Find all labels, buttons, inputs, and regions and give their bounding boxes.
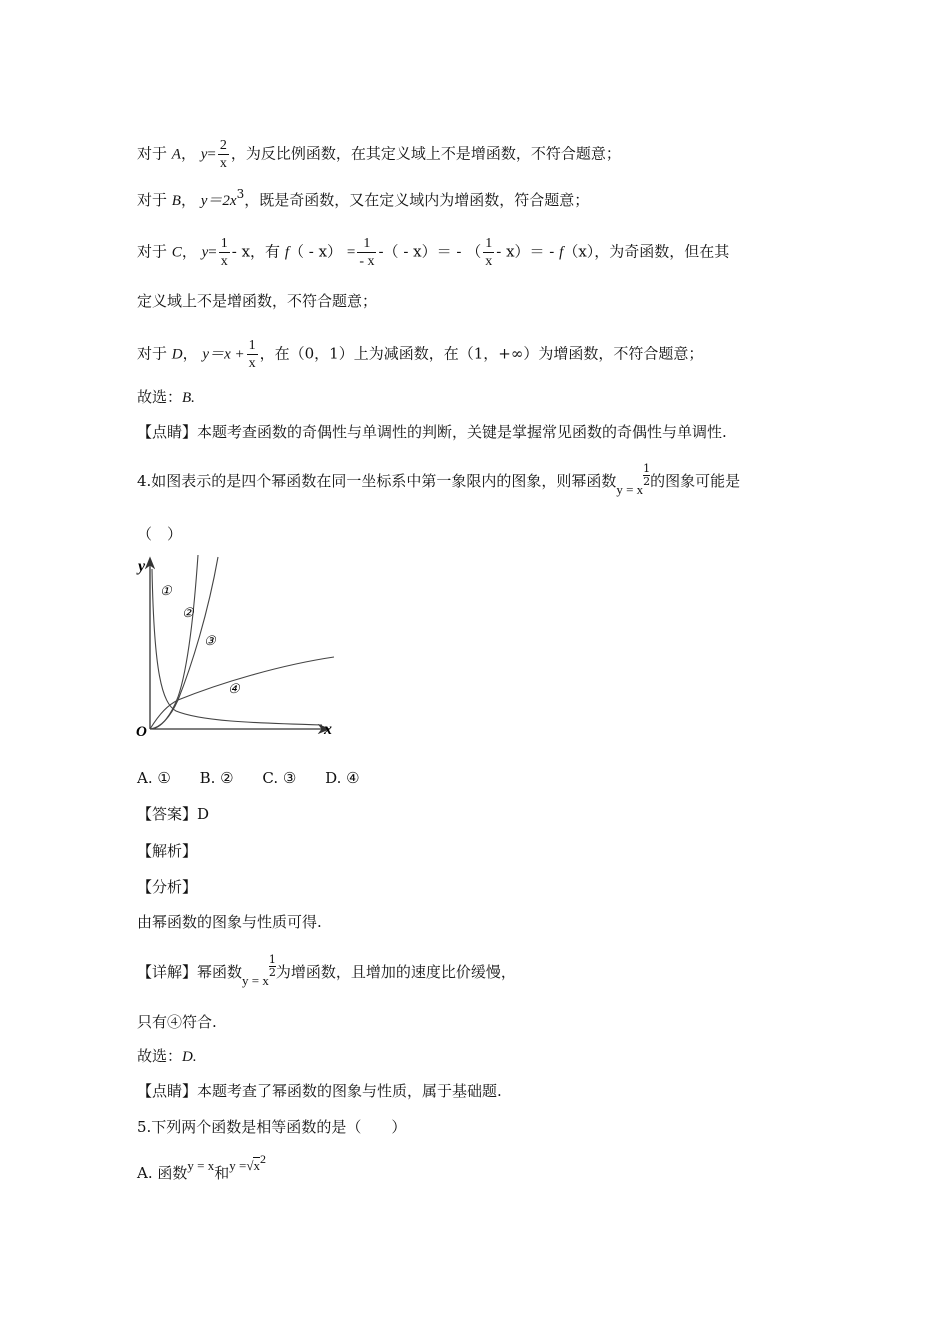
math-eq: = [208, 244, 217, 261]
line-choice-d [137, 1046, 197, 1067]
numerator: 1 [220, 236, 228, 251]
exponent: 3 [236, 187, 245, 201]
numerator: 1 [268, 953, 276, 966]
text: 对于 [137, 191, 168, 209]
math-expr: y = x [616, 482, 644, 497]
math-f: f [559, 244, 564, 261]
question-4-paren: （ ） [137, 525, 183, 543]
denominator: x [219, 156, 227, 171]
answer: 【答案】D [137, 805, 210, 823]
text: ，在（0，1）上为减函数，在（1，+∞）为增函数，不符合题意； [259, 344, 704, 363]
x-axis-label: x [324, 721, 332, 738]
denominator: 2 [643, 475, 651, 488]
math-eq: = [346, 244, 356, 261]
text: - x）＝ - [496, 242, 555, 261]
denominator: x [485, 254, 493, 269]
text: 对于 [137, 144, 168, 163]
math-expr: y＝x + [202, 346, 245, 363]
sqrt-expr: √x2 [246, 1152, 266, 1173]
numerator: 1 [248, 338, 256, 353]
line-choice-b [137, 387, 195, 408]
math-expr: y = x [187, 1158, 215, 1173]
numerator: 2 [219, 138, 227, 153]
math-expr: y = x [242, 973, 269, 988]
line-option-a: 对于 A， y= $\frac{2}{x}$ ，为反比例函数，在其定义域上不是增函数，不符合题意； [137, 138, 621, 171]
exponent: 2 [259, 1152, 266, 1166]
line-option-b: 对于 B， $y=2x^3$，既是奇函数，又在定义域内为增函数，符合题意； [137, 187, 590, 209]
line-option-c: 对于 C， y= $\frac{1}{x}$ - x，有 f（ - x） = $\frac{1}{- x}$ -（ - x）＝ - （ $\frac{1}{x}$ - x）＝ - f（x），为奇函数，但在其 [137, 236, 730, 269]
curve-label-3: ③ [204, 633, 216, 648]
fraction [219, 235, 230, 270]
text: ，为反比例函数，在其定义域上不是增函数，不符合题意； [230, 144, 621, 163]
text: 对于 [137, 242, 168, 261]
denominator: 2 [268, 966, 276, 979]
fenxi-heading: 【分析】 [137, 878, 198, 896]
option-a[interactable]: A. ① [137, 769, 171, 787]
line-option-c-cont: 定义域上不是增函数，不符合题意； [137, 292, 378, 310]
fenxi-text: 由幂函数的图象与性质可得. [137, 913, 322, 931]
exponent-fraction [269, 954, 276, 979]
text: 对于 [137, 344, 168, 363]
denominator: - x [359, 254, 375, 269]
fraction [357, 235, 376, 270]
denominator: x [248, 356, 256, 371]
option-d[interactable]: D. ④ [325, 769, 360, 787]
text: ，既是奇函数，又在定义域内为增函数，符合题意； [244, 191, 590, 209]
detail-line [137, 953, 516, 988]
numerator: 1 [485, 236, 493, 251]
text: 【详解】幂函数 [137, 963, 243, 981]
comment-1: 【点睛】本题考查函数的奇偶性与单调性的判断，关键是掌握常见函数的奇偶性与单调性. [137, 423, 727, 441]
choice-value: B. [182, 390, 195, 406]
text: （ - x） [288, 242, 343, 261]
curve-4 [150, 657, 334, 729]
text: （x），为奇函数，但在其 [563, 242, 730, 261]
fraction [218, 137, 229, 172]
text: -（ - x）＝ - （ [378, 242, 482, 261]
comment-2: 【点睛】本题考查了幂函数的图象与性质，属于基础题. [137, 1082, 502, 1100]
numerator: 1 [643, 462, 651, 475]
math-var: y [201, 244, 209, 261]
label-b: B [171, 193, 181, 209]
origin-label: O [136, 724, 147, 740]
label-a: A [171, 146, 181, 163]
text: 和 [214, 1164, 230, 1182]
math-expr: y＝2x [200, 193, 237, 209]
question-5-option-a [137, 1152, 266, 1184]
text: 4.如图表示的是四个幂函数在同一坐标系中第一象限内的图象，则幂函数 [137, 472, 617, 490]
math-f: f [284, 244, 289, 261]
math-expr: y = [229, 1158, 247, 1173]
q4-options [137, 768, 384, 788]
text: - x，有 [231, 242, 281, 261]
radicand: x [253, 1158, 260, 1173]
exponent-fraction [643, 463, 650, 488]
curve-label-2: ② [182, 605, 194, 620]
label-d: D [171, 346, 183, 363]
question-5: 5.下列两个函数是相等函数的是（ ） [137, 1118, 407, 1136]
choice-value: D. [182, 1049, 197, 1065]
math-eq: = [207, 146, 216, 163]
option-b[interactable]: B. ② [199, 769, 234, 787]
text: 为增函数，且增加的速度比价缓慢， [275, 963, 516, 981]
y-axis-label: y [138, 558, 146, 575]
line-option-d: 对于 D， y＝x + $\frac{1}{x}$ ，在（0，1）上为减函数，在（1，+∞）为增函数，不符合题意； [137, 338, 704, 371]
label-c: C [171, 244, 182, 261]
only-line: 只有④符合. [137, 1013, 217, 1031]
analysis-heading: 【解析】 [137, 842, 198, 860]
curve-label-1: ① [160, 583, 172, 598]
text: A. 函数 [137, 1164, 188, 1182]
curve-label-4: ④ [228, 681, 240, 696]
denominator: x [220, 254, 228, 269]
fraction [483, 235, 494, 270]
fraction [247, 337, 258, 372]
text: 故选： [137, 1047, 183, 1065]
text: 故选： [137, 388, 183, 406]
text: 的图象可能是 [650, 472, 741, 490]
power-function-graph [130, 553, 340, 743]
math-var: y [200, 146, 208, 163]
question-4 [137, 462, 741, 497]
option-c[interactable]: C. ③ [262, 769, 297, 787]
numerator: 1 [357, 235, 376, 253]
